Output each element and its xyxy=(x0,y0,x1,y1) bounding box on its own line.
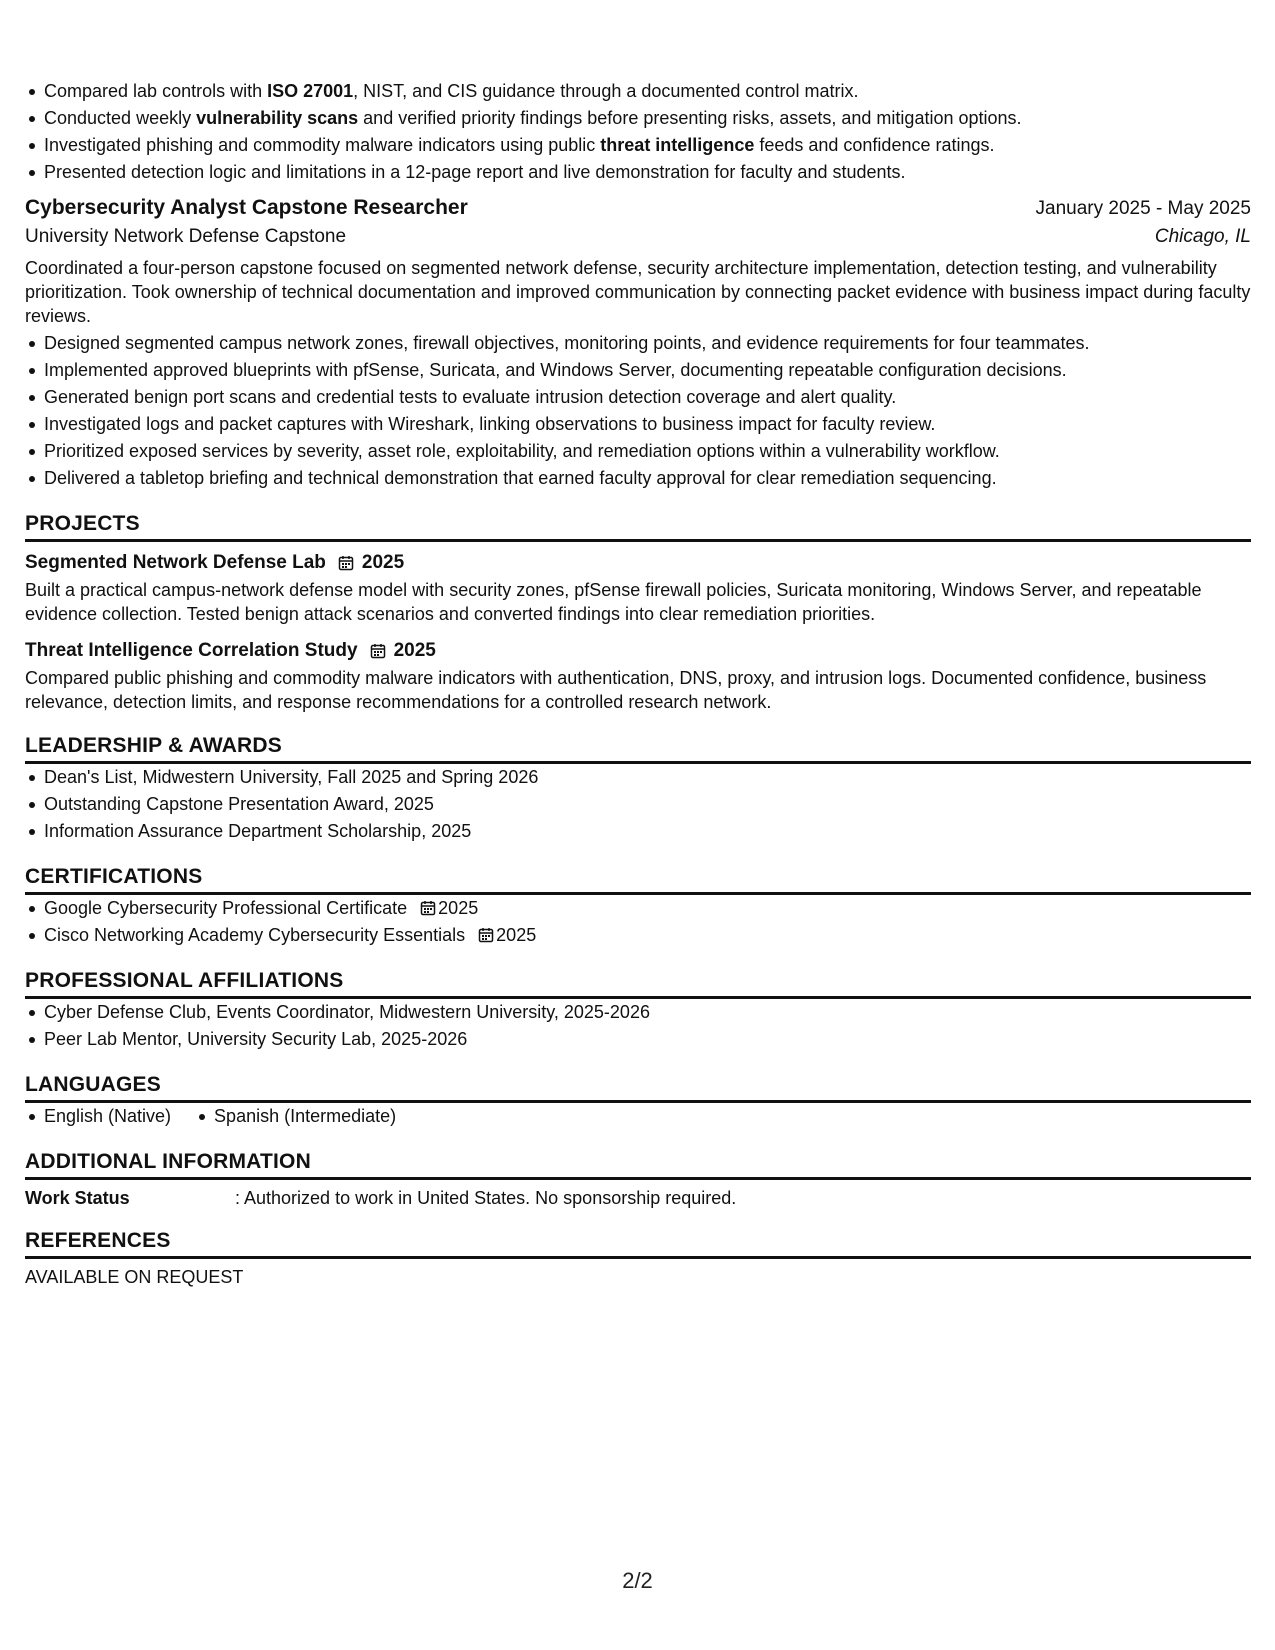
page-number: 2/2 xyxy=(622,1568,653,1593)
calendar-icon xyxy=(478,927,494,943)
list-item: Outstanding Capstone Presentation Award, 2025 xyxy=(25,791,1251,818)
work-status-value: : Authorized to work in United States. No sponsorship required. xyxy=(235,1188,737,1208)
list-item: Delivered a tabletop briefing and technical demonstration that earned faculty approval for clear remediation sequencing. xyxy=(25,465,1251,492)
calendar-icon xyxy=(420,900,436,916)
job-dates: January 2025 - May 2025 xyxy=(1035,198,1251,219)
certifications-list xyxy=(25,895,1251,949)
project-header xyxy=(25,640,1251,662)
leadership-heading: LEADERSHIP & AWARDS xyxy=(25,734,1251,764)
list-item: English (Native) xyxy=(25,1103,171,1130)
certification-year: 2025 xyxy=(438,898,479,918)
list-item: Prioritized exposed services by severity, asset role, exploitability, and remediation options within a vulnerability workflow. xyxy=(25,438,1251,465)
job-title: Cybersecurity Analyst Capstone Researcher xyxy=(25,196,468,219)
list-item: Conducted weekly vulnerability scans and verified priority findings before presenting risks, assets, and mitigation options. xyxy=(25,105,1251,132)
job-summary: Coordinated a four-person capstone focused on segmented network defense, security architecture implementation, detection testing, and vulnerability prioritization. Took ownership of technical documentation and improved communication by connecting packet evidence with business impact during faculty reviews. xyxy=(25,258,1251,326)
list-item xyxy=(25,895,1251,922)
additional-info-heading: ADDITIONAL INFORMATION xyxy=(25,1150,1251,1180)
project-description: Compared public phishing and commodity malware indicators with authentication, DNS, proxy, and intrusion logs. Documented confidence, business relevance, detection limits, and response recommendations for a controlled research network. xyxy=(25,668,1207,712)
certifications-heading: CERTIFICATIONS xyxy=(25,865,1251,895)
affiliations-list xyxy=(25,999,1251,1053)
certification-name: Cisco Networking Academy Cybersecurity Essentials xyxy=(44,925,466,945)
work-status-row xyxy=(25,1188,1251,1209)
job-header xyxy=(25,196,1251,220)
languages-heading: LANGUAGES xyxy=(25,1073,1251,1103)
previous-role-bullets xyxy=(25,78,1251,186)
job-organization: University Network Defense Capstone xyxy=(25,226,347,247)
references-heading: REFERENCES xyxy=(25,1229,1251,1259)
list-item: Spanish (Intermediate) xyxy=(195,1103,396,1130)
list-item: Investigated phishing and commodity malware indicators using public threat intelligence feeds and confidence ratings. xyxy=(25,132,1251,159)
list-item: Information Assurance Department Scholarship, 2025 xyxy=(25,818,1251,845)
certification-name: Google Cybersecurity Professional Certificate xyxy=(44,898,408,918)
job-location: Chicago, IL xyxy=(1154,226,1251,247)
project-year: 2025 xyxy=(361,552,405,573)
project-name: Segmented Network Defense Lab xyxy=(25,552,326,573)
job-subheader xyxy=(25,226,1251,248)
list-item: Peer Lab Mentor, University Security Lab, 2025-2026 xyxy=(25,1026,1251,1053)
job-bullets xyxy=(25,330,1251,492)
languages-list xyxy=(25,1103,1251,1130)
list-item: Implemented approved blueprints with pfSense, Suricata, and Windows Server, documenting repeatable configuration decisions. xyxy=(25,357,1251,384)
leadership-list xyxy=(25,764,1251,845)
project-name: Threat Intelligence Correlation Study xyxy=(25,640,358,661)
references-text: AVAILABLE ON REQUEST xyxy=(25,1267,244,1287)
list-item: Designed segmented campus network zones, firewall objectives, monitoring points, and evidence requirements for four teammates. xyxy=(25,330,1251,357)
list-item: Investigated logs and packet captures with Wireshark, linking observations to business impact for faculty review. xyxy=(25,411,1251,438)
calendar-icon xyxy=(338,555,354,571)
list-item: Dean's List, Midwestern University, Fall 2025 and Spring 2026 xyxy=(25,764,1251,791)
list-item: Presented detection logic and limitations in a 12-page report and live demonstration for faculty and students. xyxy=(25,159,1251,186)
projects-heading: PROJECTS xyxy=(25,512,1251,542)
list-item: Compared lab controls with ISO 27001, NIST, and CIS guidance through a documented control matrix. xyxy=(25,78,1251,105)
affiliations-heading: PROFESSIONAL AFFILIATIONS xyxy=(25,969,1251,999)
resume-page xyxy=(25,78,1251,1288)
list-item xyxy=(25,922,1251,949)
project-description: Built a practical campus-network defense model with security zones, pfSense firewall policies, Suricata monitoring, Windows Server, and repeatable evidence collection. Tested benign attack scenarios and converted findings into clear remediation priorities. xyxy=(25,580,1202,624)
project-header xyxy=(25,552,1251,574)
certification-year: 2025 xyxy=(496,925,537,945)
work-status-label: Work Status xyxy=(25,1188,130,1208)
calendar-icon xyxy=(370,643,386,659)
list-item: Cyber Defense Club, Events Coordinator, Midwestern University, 2025-2026 xyxy=(25,999,1251,1026)
project-year: 2025 xyxy=(393,640,436,661)
list-item: Generated benign port scans and credential tests to evaluate intrusion detection coverage and alert quality. xyxy=(25,384,1251,411)
